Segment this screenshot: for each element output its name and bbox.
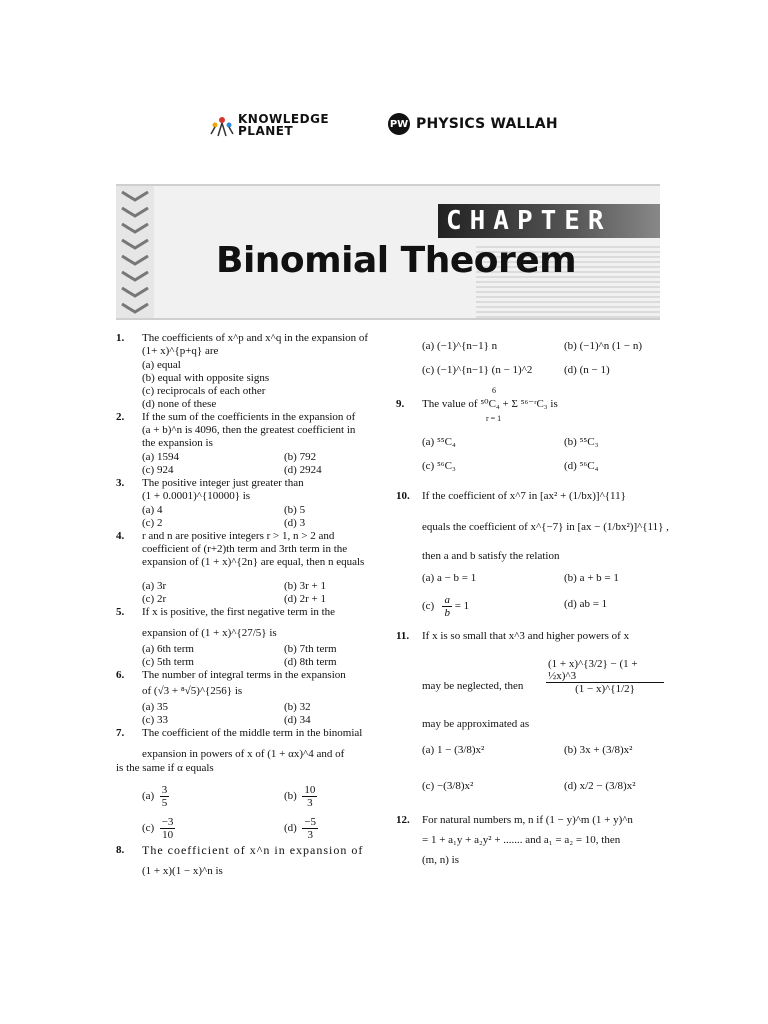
pw-icon: PW xyxy=(388,113,410,135)
q1-option-c: (c) reciprocals of each other xyxy=(142,385,266,397)
q7-number: 7. xyxy=(116,727,125,739)
q11-option-d: (d) x/2 − (3/8)x² xyxy=(564,780,636,792)
q4-option-a: (a) 3r xyxy=(142,580,167,592)
q10-c-numerator: a xyxy=(444,594,450,606)
q10-option-a: (a) a − b = 1 xyxy=(422,572,477,584)
q11-option-c: (c) −(3/8)x² xyxy=(422,780,474,792)
q12-line2: = 1 + a₁y + a₂y² + ....... and a₁ = a₂ = 10, then xyxy=(422,834,621,846)
planet-label: PLANET xyxy=(238,124,294,138)
q9-option-b: (b) ⁵⁵C₃ xyxy=(564,436,599,448)
q7-b-numerator: 10 xyxy=(304,784,316,796)
q12-stem xyxy=(422,814,672,867)
q8-stem xyxy=(142,844,392,878)
q11-option-a: (a) 1 − (3/8)x² xyxy=(422,744,485,756)
q7-d-denominator: 3 xyxy=(307,829,313,841)
q3-number: 3. xyxy=(116,477,125,489)
q2-number: 2. xyxy=(116,411,125,423)
q9-number: 9. xyxy=(396,398,405,410)
q7-c-label: (c) xyxy=(142,822,155,835)
q9-stem: The value of ⁵⁰C₄ + Σ ⁵⁶⁻ʳC₃ is xyxy=(422,398,558,410)
q3-line1: The positive integer just greater than xyxy=(142,477,304,489)
q2-option-b: (b) 792 xyxy=(284,451,317,463)
q7-b-label: (b) xyxy=(284,790,297,803)
q5-option-b: (b) 7th term xyxy=(284,643,337,655)
q4-option-b: (b) 3r + 1 xyxy=(284,580,326,592)
q10-c-rhs: = 1 xyxy=(454,600,470,613)
q8-number: 8. xyxy=(116,844,125,856)
q10-number: 10. xyxy=(396,490,410,502)
q7-option-a xyxy=(142,784,169,809)
q6-option-c: (c) 33 xyxy=(142,714,168,726)
q6-line1: The number of integral terms in the expansion xyxy=(142,669,346,681)
q3-option-a: (a) 4 xyxy=(142,504,163,516)
q6-option-a: (a) 35 xyxy=(142,701,168,713)
q11-line1: If x is so small that x^3 and higher powers of x xyxy=(422,630,630,642)
q2-option-a: (a) 1594 xyxy=(142,451,179,463)
q9-sum-upper: 6 xyxy=(492,386,496,395)
q9-option-c: (c) ⁵⁶C₃ xyxy=(422,460,456,472)
chapter-banner xyxy=(116,184,660,320)
q5-line2: expansion of (1 + x)^{27/5} is xyxy=(142,627,277,639)
q7-option-b xyxy=(284,784,317,809)
q5-line1: If x is positive, the first negative term in the xyxy=(142,606,336,618)
q6-option-b: (b) 32 xyxy=(284,701,311,713)
q10-c-label: (c) xyxy=(422,600,435,613)
q5-stem xyxy=(142,606,392,640)
q4-line2: coefficient of (r+2)th term and 3rth term in the xyxy=(142,543,348,555)
q2-line1: If the sum of the coefficients in the expansion of xyxy=(142,411,356,423)
q7-a-label: (a) xyxy=(142,790,155,803)
q11-line3: may be approximated as xyxy=(422,718,530,730)
q10-line1: If the coefficient of x^7 in [ax² + (1/bx)]^{11} xyxy=(422,490,626,502)
q6-number: 6. xyxy=(116,669,125,681)
q4-number: 4. xyxy=(116,530,125,542)
q11-line2: may be neglected, then xyxy=(422,680,524,692)
q4-line3: expansion of (1 + x)^{2n} are equal, then n equals xyxy=(142,556,365,568)
q12-number: 12. xyxy=(396,814,410,826)
q11-numerator: (1 + x)^{3/2} − (1 + ½x)^3 xyxy=(546,658,664,683)
q2-line3: the expansion is xyxy=(142,437,213,449)
q3-option-c: (c) 2 xyxy=(142,517,163,529)
q8-line1: The coefficient of x^n in expansion of xyxy=(142,843,364,857)
q1-option-b: (b) equal with opposite signs xyxy=(142,372,270,384)
q6-option-d: (d) 34 xyxy=(284,714,311,726)
q10-c-denominator: b xyxy=(444,607,450,619)
q7-line3: is the same if α equals xyxy=(116,762,214,774)
q9-option-d: (d) ⁵⁶C₄ xyxy=(564,460,599,472)
knowledge-label: KNOWLEDGE xyxy=(238,112,330,126)
q11-number: 11. xyxy=(396,630,410,642)
q7-option-c xyxy=(142,816,175,841)
knowledge-planet-logo xyxy=(208,110,348,142)
q4-line1: r and n are positive integers r > 1, n > 2 and xyxy=(142,530,335,542)
q8-option-b: (b) (−1)^n (1 − n) xyxy=(564,340,643,352)
q3-option-b: (b) 5 xyxy=(284,504,306,516)
q1-line2: (1+ x)^{p+q} are xyxy=(142,345,219,357)
q1-number: 1. xyxy=(116,332,125,344)
q9-option-a: (a) ⁵⁵C₄ xyxy=(422,436,456,448)
q7-c-denominator: 10 xyxy=(162,829,174,841)
q10-option-c xyxy=(422,594,469,619)
q5-option-d: (d) 8th term xyxy=(284,656,337,668)
q6-stem xyxy=(142,669,392,698)
q8-option-a: (a) (−1)^{n−1} n xyxy=(422,340,498,352)
q10-line3: then a and b satisfy the relation xyxy=(422,550,560,562)
q12-line3: (m, n) is xyxy=(422,854,459,866)
q5-number: 5. xyxy=(116,606,125,618)
q9-sum-lower: r = 1 xyxy=(486,414,502,423)
q7-a-numerator: 3 xyxy=(161,784,168,796)
q1-line1: The coefficients of x^p and x^q in the expansion of xyxy=(142,332,369,344)
q7-d-numerator: −5 xyxy=(304,816,317,828)
q1-stem xyxy=(142,332,392,358)
q11-option-b: (b) 3x + (3/8)x² xyxy=(564,744,633,756)
q5-option-a: (a) 6th term xyxy=(142,643,194,655)
q7-line2: expansion in powers of x of (1 + αx)^4 and of xyxy=(142,748,345,760)
q1-option-a: (a) equal xyxy=(142,359,181,371)
q4-stem xyxy=(142,530,392,569)
q7-b-denominator: 3 xyxy=(307,797,313,809)
q11-denominator: (1 − x)^{1/2} xyxy=(575,683,635,695)
q4-option-c: (c) 2r xyxy=(142,593,167,605)
q8-option-c: (c) (−1)^{n−1} (n − 1)^2 xyxy=(422,364,533,376)
chevron-strip xyxy=(116,186,154,318)
q8-line2: (1 + x)(1 − x)^n is xyxy=(142,865,223,877)
q2-option-d: (d) 2924 xyxy=(284,464,322,476)
q6-line2: of (√3 + ⁸√5)^{256} is xyxy=(142,685,243,697)
q3-line2: (1 + 0.0001)^{10000} is xyxy=(142,490,251,502)
q10-option-b: (b) a + b = 1 xyxy=(564,572,619,584)
knowledge-planet-icon xyxy=(208,112,236,140)
q7-stem xyxy=(142,727,392,761)
q2-option-c: (c) 924 xyxy=(142,464,174,476)
q10-stem xyxy=(422,490,672,563)
q11-expression xyxy=(546,658,664,695)
q2-line2: (a + b)^n is 4096, then the greatest coefficient in xyxy=(142,424,356,436)
physics-wallah-logo xyxy=(388,110,558,138)
physics-wallah-label: PHYSICS WALLAH xyxy=(416,116,558,132)
q7-line1: The coefficient of the middle term in the binomial xyxy=(142,727,363,739)
q7-a-denominator: 5 xyxy=(161,797,168,809)
q2-stem xyxy=(142,411,392,450)
chapter-title: Binomial Theorem xyxy=(216,240,577,281)
q10-line2: equals the coefficient of x^{−7} in [ax − (1/bx²)]^{11} , xyxy=(422,521,669,533)
q4-option-d: (d) 2r + 1 xyxy=(284,593,326,605)
q5-option-c: (c) 5th term xyxy=(142,656,194,668)
q7-d-label: (d) xyxy=(284,822,297,835)
q10-option-d: (d) ab = 1 xyxy=(564,598,608,610)
q12-line1: For natural numbers m, n if (1 − y)^m (1 + y)^n xyxy=(422,814,633,826)
q1-option-d: (d) none of these xyxy=(142,398,217,410)
q3-stem xyxy=(142,477,392,503)
q3-option-d: (d) 3 xyxy=(284,517,306,529)
q8-option-d: (d) (n − 1) xyxy=(564,364,610,376)
chapter-label: CHAPTER xyxy=(446,206,612,236)
chevron-pattern-icon xyxy=(116,186,154,318)
q7-option-d xyxy=(284,816,318,841)
q7-c-numerator: −3 xyxy=(161,816,174,828)
